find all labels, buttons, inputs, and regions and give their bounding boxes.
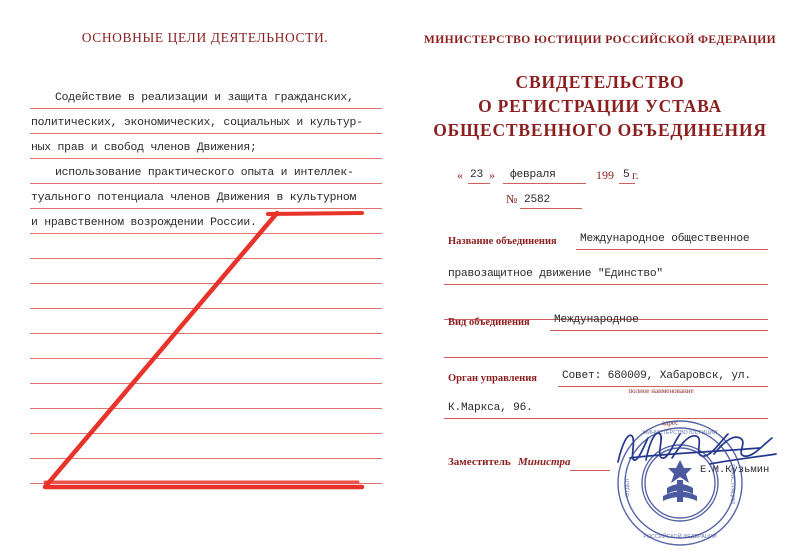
- rule-line: [30, 333, 382, 334]
- field-value-name-line-2: правозащитное движение "Единство": [448, 268, 663, 280]
- field-value-governing-body-line-1: Совет: 680009, Хабаровск, ул.: [562, 370, 751, 382]
- signature-label-bold: Заместитель: [448, 456, 511, 468]
- rule-line: [30, 183, 382, 184]
- field-value-governing-body-line-2: К.Маркса, 96.: [448, 402, 533, 414]
- date-quote-close: »: [489, 168, 495, 182]
- date-day-underline: [468, 183, 490, 184]
- rule-line: [30, 383, 382, 384]
- date-month-value: февраля: [510, 169, 556, 181]
- date-year-prefix: 199: [596, 168, 614, 182]
- field-label-type: Вид объединения: [448, 317, 530, 328]
- left-body-line: туального потенциала членов Движения в культурном: [31, 192, 357, 204]
- certificate-title-line-2: О РЕГИСТРАЦИИ УСТАВА: [478, 96, 722, 116]
- left-body-line: Содействие в реализации и защита гражданских,: [55, 92, 354, 104]
- date-year-digit: 5: [623, 169, 630, 181]
- left-body-line: использование практического опыта и интеллек-: [55, 167, 354, 179]
- field-underline: [444, 418, 768, 419]
- rule-line: [30, 483, 382, 484]
- certificate-title-line-3: ОБЩЕСТВЕННОГО ОБЪЕДИНЕНИЯ: [433, 120, 767, 140]
- rule-line: [30, 233, 382, 234]
- left-body-line: ных прав и свобод членов Движения;: [31, 142, 257, 154]
- field-value-name-line-1: Международное общественное: [580, 233, 750, 245]
- rule-line: [30, 158, 382, 159]
- field-label-governing-body: Орган управления: [448, 373, 537, 384]
- right-page: [400, 0, 800, 556]
- date-month-underline: [503, 183, 586, 184]
- number-underline: [520, 208, 582, 209]
- date-quote-open: «: [457, 168, 463, 182]
- field-underline: [550, 330, 768, 331]
- signer-name: Е.М.Кузьмин: [700, 464, 770, 476]
- number-value: 2582: [524, 194, 551, 206]
- left-body-line: и нравственном возрождении России.: [31, 217, 257, 229]
- field-value-type: Международное: [554, 314, 639, 326]
- date-year-underline: [619, 183, 635, 184]
- field-underline: [444, 284, 768, 285]
- number-label: №: [506, 192, 518, 206]
- field-underline: [576, 249, 768, 250]
- svg-text:РЕГИСТРАЦИИ: РЕГИСТРАЦИИ: [729, 464, 735, 504]
- rule-line: [30, 283, 382, 284]
- field-note-full-name: полное наименование: [628, 387, 694, 395]
- date-year-suffix: г.: [632, 168, 639, 182]
- field-underline-blank: [444, 357, 768, 358]
- rule-line: [30, 308, 382, 309]
- svg-text:ОТДЕЛ: ОТДЕЛ: [625, 478, 631, 498]
- rule-line: [30, 258, 382, 259]
- rule-line: [30, 133, 382, 134]
- rule-line: [30, 208, 382, 209]
- rule-line: [30, 433, 382, 434]
- date-day-value: 23: [470, 169, 484, 181]
- signature-underline: [570, 470, 610, 471]
- rule-line: [30, 408, 382, 409]
- field-label-name: Название объединения: [448, 236, 557, 247]
- svg-text:МИНИСТЕРСТВО ЮСТИЦИИ: МИНИСТЕРСТВО ЮСТИЦИИ: [642, 430, 718, 436]
- field-note-address: адрес: [661, 419, 679, 427]
- left-page-heading: ОСНОВНЫЕ ЦЕЛИ ДЕЯТЕЛЬНОСТИ.: [81, 30, 329, 45]
- rule-line: [30, 458, 382, 459]
- left-body-line: политических, экономических, социальных и культур-: [31, 117, 363, 129]
- rule-line: [30, 358, 382, 359]
- ministry-heading: МИНИСТЕРСТВО ЮСТИЦИИ РОССИЙСКОЙ ФЕДЕРАЦИИ: [423, 33, 777, 46]
- certificate-title-line-1: СВИДЕТЕЛЬСТВО: [515, 72, 685, 92]
- svg-text:РОССИЙСКОЙ ФЕДЕРАЦИИ: РОССИЙСКОЙ ФЕДЕРАЦИИ: [643, 534, 717, 540]
- official-seal-stamp-icon: [615, 418, 745, 548]
- signature-label-italic: Министра: [518, 456, 571, 468]
- rule-line: [30, 108, 382, 109]
